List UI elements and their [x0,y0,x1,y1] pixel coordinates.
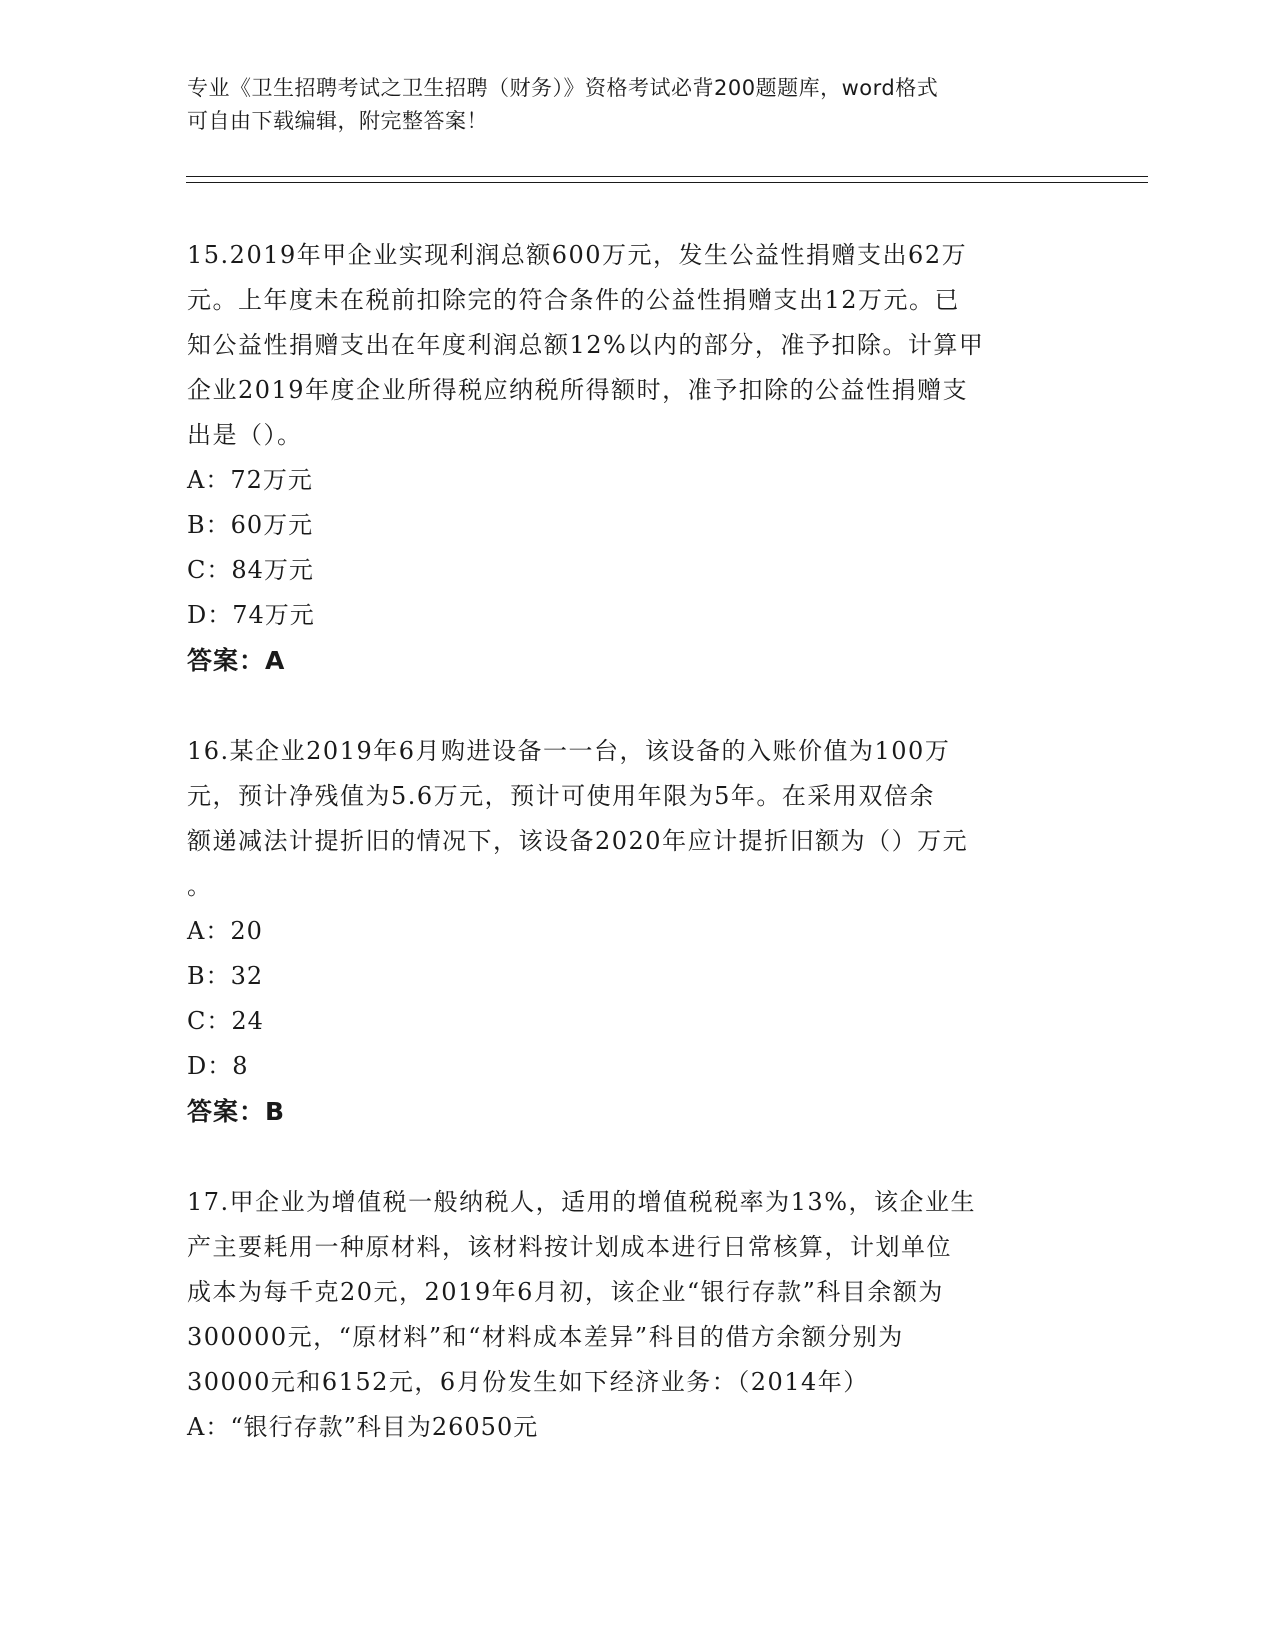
stem-line: 元。上年度未在税前扣除完的符合条件的公益性捐赠支出12万元。已 [187,286,961,314]
stem-line: 出是（）。 [187,421,303,449]
header-line-1: 专业《卫生招聘考试之卫生招聘（财务）》资格考试必背200题题库，word格式 [187,76,939,100]
stem-line: 30000元和6152元，6月份发生如下经济业务：（2014年） [187,1368,869,1396]
option-a: A：“银行存款”科目为26050元 [187,1413,539,1441]
option-d: D：8 [187,1052,249,1080]
question-stem [187,233,1087,458]
stem-line: 企业2019年度企业所得税应纳税所得额时，准予扣除的公益性捐赠支 [187,376,969,404]
option-d: D：74万元 [187,601,315,629]
header-line-2: 可自由下载编辑，附完整答案！ [187,109,488,133]
answer-line: 答案：B [187,1097,286,1126]
stem-line: 300000元，“原材料”和“材料成本差异”科目的借方余额分别为 [187,1323,904,1351]
question-stem [187,729,1087,909]
option-c: C：84万元 [187,556,314,584]
question-17 [187,1180,1087,1450]
stem-line: 16.某企业2019年6月购进设备一一台，该设备的入账价值为100万 [187,737,951,765]
stem-line: 知公益性捐赠支出在年度利润总额12%以内的部分，准予扣除。计算甲 [187,331,985,359]
header-divider-bottom [186,182,1148,183]
question-list [187,233,1087,1496]
stem-line: 15.2019年甲企业实现利润总额600万元，发生公益性捐赠支出62万 [187,241,968,269]
header-divider-top [186,176,1148,177]
option-a: A：72万元 [187,466,313,494]
option-b: B：32 [187,962,264,990]
stem-line: 。 [187,872,213,900]
answer-line: 答案：A [187,646,286,675]
question-16 [187,729,1087,1134]
stem-line: 成本为每千克20元，2019年6月初，该企业“银行存款”科目余额为 [187,1278,944,1306]
stem-line: 元，预计净残值为5.6万元，预计可使用年限为5年。在采用双倍余 [187,782,935,810]
option-b: B：60万元 [187,511,314,539]
question-15 [187,233,1087,683]
question-stem [187,1180,1087,1405]
document-header [187,72,1067,138]
option-c: C：24 [187,1007,264,1035]
option-a: A：20 [187,917,263,945]
stem-line: 额递减法计提折旧的情况下，该设备2020年应计提折旧额为（）万元 [187,827,969,855]
stem-line: 产主要耗用一种原材料，该材料按计划成本进行日常核算，计划单位 [187,1233,952,1261]
stem-line: 17.甲企业为增值税一般纳税人，适用的增值税税率为13%，该企业生 [187,1188,977,1216]
